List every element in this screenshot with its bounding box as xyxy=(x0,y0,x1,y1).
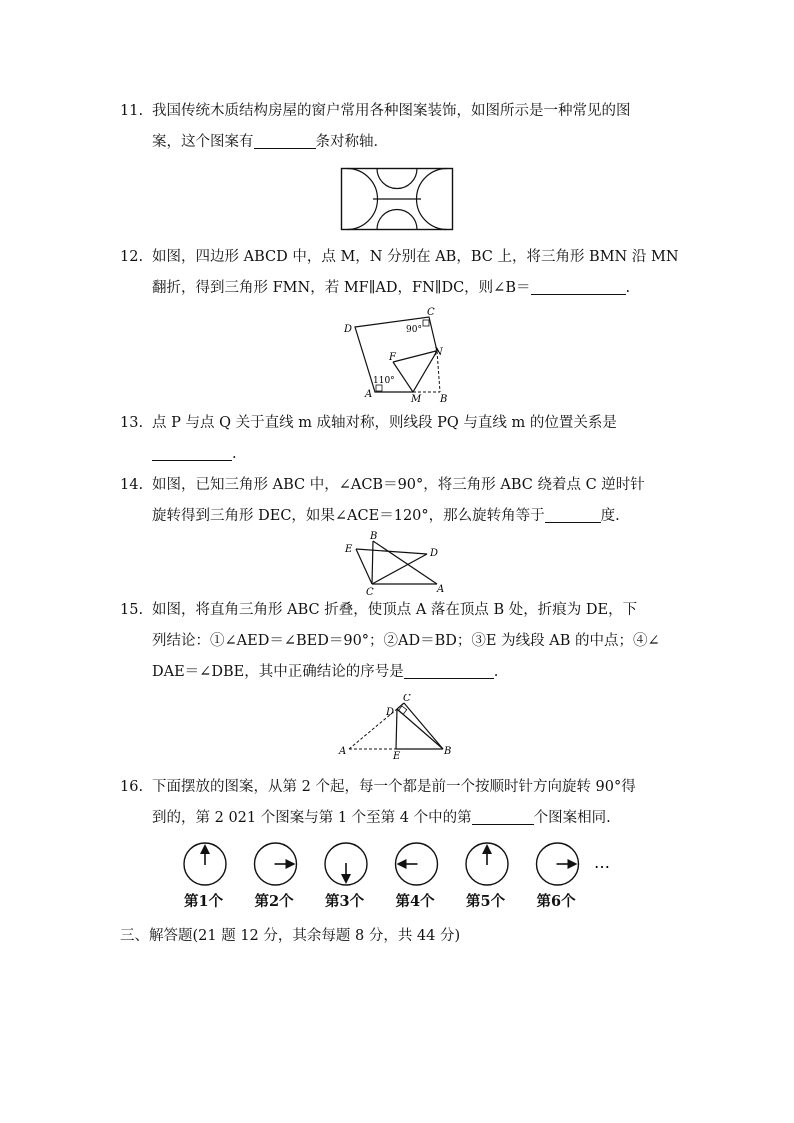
rotating-arrow-patterns xyxy=(180,840,620,888)
question-text: 下面摆放的图案，从第 2 个起，每一个都是前一个按顺时针方向旋转 90°得 xyxy=(152,779,636,795)
question-text-line2: 列结论：①∠AED＝∠BED＝90°；②AD＝BD；③E 为线段 AB 的中点；④∠ xyxy=(152,633,660,649)
label-B: B xyxy=(444,746,452,757)
label-D: D xyxy=(344,324,353,335)
pattern-label-6: 第6个 xyxy=(536,893,576,910)
question-number: 12. xyxy=(120,249,144,265)
rotation-triangle-figure xyxy=(340,530,450,595)
arrow-up-icon xyxy=(482,844,492,865)
question-number: 13. xyxy=(120,415,144,431)
text-part: 条对称轴． xyxy=(315,134,388,150)
arrow-right-icon xyxy=(275,859,296,869)
text-part: 个图案相同. xyxy=(533,810,611,826)
text-part: 翻折，得到三角形 FMN，若 MF∥AD，FN∥DC，则∠B＝ xyxy=(152,280,531,296)
arrow-pattern-3 xyxy=(325,843,367,885)
text-part: . xyxy=(493,664,499,680)
question-text: 如图，将直角三角形 ABC 折叠，使顶点 A 落在顶点 B 处，折痕为 DE，下 xyxy=(152,602,638,618)
label-C: C xyxy=(427,307,435,318)
question-number: 11. xyxy=(120,103,144,119)
question-text: 我国传统木质结构房屋的窗户常用各种图案装饰，如图所示是一种常见的图 xyxy=(152,103,631,119)
question-number: 14. xyxy=(120,477,144,493)
arrow-pattern-2 xyxy=(255,843,297,885)
answer-blank[interactable] xyxy=(531,278,626,295)
pattern-label-5: 第5个 xyxy=(466,893,506,910)
label-D: D xyxy=(430,548,439,559)
answer-blank[interactable] xyxy=(472,808,534,825)
arrow-pattern-5 xyxy=(466,843,508,885)
question-text: 如图，已知三角形 ABC 中，∠ACB＝90°，将三角形 ABC 绕着点 C 逆时针 xyxy=(152,477,645,493)
label-B: B xyxy=(440,394,448,405)
answer-blank[interactable] xyxy=(545,506,601,523)
angle-90: 90° xyxy=(406,325,422,335)
arrow-right-icon xyxy=(557,859,578,869)
question-text-line2 xyxy=(152,501,620,532)
text-part: . xyxy=(625,280,631,296)
question-text-line2 xyxy=(152,127,388,158)
arrow-left-icon xyxy=(397,859,418,869)
pattern-label-4: 第4个 xyxy=(395,893,435,910)
quadrilateral-figure xyxy=(340,305,455,405)
question-text: 如图，四边形 ABCD 中，点 M，N 分别在 AB，BC 上，将三角形 BMN 沿 MN xyxy=(152,249,679,265)
arrow-pattern-4 xyxy=(396,843,438,885)
arrow-pattern-6 xyxy=(537,843,579,885)
label-C: C xyxy=(403,694,411,704)
answer-blank[interactable] xyxy=(404,662,494,679)
text-part: 旋转得到三角形 DEC，如果∠ACE＝120°，那么旋转角等于 xyxy=(152,508,545,524)
ellipsis: … xyxy=(594,853,610,872)
pattern-label-2: 第2个 xyxy=(254,893,294,910)
question-text-line3 xyxy=(152,657,498,688)
arrow-pattern-1 xyxy=(184,843,226,885)
question-text: 点 P 与点 Q 关于直线 m 成轴对称，则线段 PQ 与直线 m 的位置关系是 xyxy=(152,415,617,431)
text-part: 到的，第 2 021 个图案与第 1 个至第 4 个中的第 xyxy=(152,810,472,826)
window-pattern-figure xyxy=(340,167,454,231)
arrow-down-icon xyxy=(341,863,351,884)
question-number: 16. xyxy=(120,779,144,795)
label-A: A xyxy=(339,746,347,757)
text-part: DAE＝∠DBE，其中正确结论的序号是 xyxy=(152,664,404,680)
question-text-line2 xyxy=(152,803,611,834)
text-part: 度. xyxy=(600,508,620,524)
label-B: B xyxy=(370,531,378,542)
text-part: 案，这个图案有 xyxy=(152,134,254,150)
answer-blank[interactable] xyxy=(254,132,316,149)
arrow-up-icon xyxy=(200,844,210,865)
label-A: A xyxy=(365,389,373,400)
label-E: E xyxy=(345,544,353,555)
question-number: 15. xyxy=(120,602,144,618)
section-heading: 三、解答题(21 题 12 分，其余每题 8 分，共 44 分) xyxy=(120,928,461,944)
answer-blank[interactable] xyxy=(152,444,232,461)
text-part: . xyxy=(232,446,237,462)
label-A: A xyxy=(437,584,445,595)
label-E: E xyxy=(393,751,401,760)
label-N: N xyxy=(434,347,443,358)
label-F: F xyxy=(389,352,396,363)
pattern-label-1: 第1个 xyxy=(184,893,224,910)
folded-triangle-figure xyxy=(336,694,456,760)
pattern-label-3: 第3个 xyxy=(325,893,365,910)
label-D: D xyxy=(386,707,395,718)
label-M: M xyxy=(411,394,422,405)
label-C: C xyxy=(366,587,374,595)
question-text-line2 xyxy=(152,439,237,470)
angle-110: 110° xyxy=(373,376,395,386)
question-text-line2 xyxy=(152,273,630,304)
